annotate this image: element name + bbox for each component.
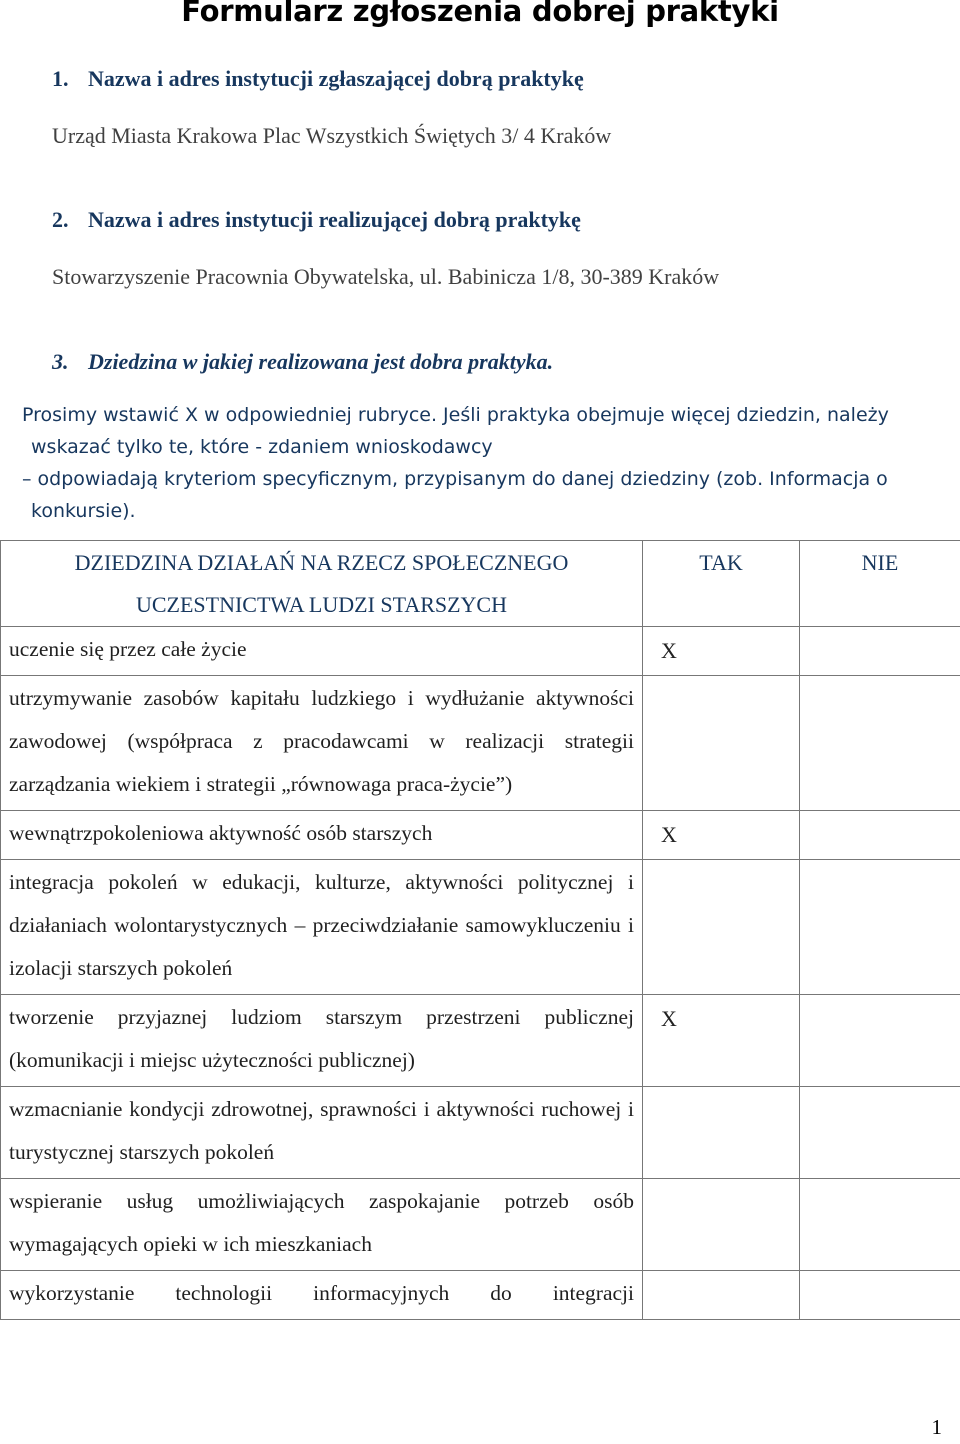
no-cell[interactable] [800, 860, 960, 995]
yes-column-header: TAK [643, 541, 800, 627]
no-cell[interactable] [800, 1271, 960, 1320]
instruction-line: wskazać tylko te, które - zdaniem wnioskodawcy [31, 436, 493, 458]
table-row [1, 1271, 960, 1320]
no-cell[interactable] [800, 1179, 960, 1271]
domain-cell: utrzymywanie zasobów kapitału ludzkiego i wydłużanie aktywności zawodowej (współpraca z pracodawcami w realizacji strategii zarządzania wiekiem i strategii „równowaga praca-życie”) [1, 676, 643, 811]
yes-cell[interactable] [643, 1179, 800, 1271]
section-1-value: Urząd Miasta Krakowa Plac Wszystkich Świętych 3/ 4 Kraków [52, 123, 612, 148]
table-row [1, 627, 960, 676]
section-2-value: Stowarzyszenie Pracownia Obywatelska, ul. Babinicza 1/8, 30-389 Kraków [52, 264, 720, 289]
no-cell[interactable] [800, 811, 960, 860]
yes-cell[interactable]: X [643, 627, 800, 676]
instruction-line: – odpowiadają kryteriom specyficznym, przypisanym do danej dziedziny (zob. Informacja o [22, 468, 888, 490]
section-2-title: Nazwa i adres instytucji realizującej dobrą praktykę [88, 207, 581, 232]
section-3-heading [52, 349, 553, 375]
domain-cell: uczenie się przez całe życie [1, 627, 643, 676]
yes-cell[interactable]: X [643, 995, 800, 1087]
section-3-title: Dziedzina w jakiej realizowana jest dobra praktyka. [88, 349, 554, 374]
yes-cell[interactable] [643, 1271, 800, 1320]
table-header-row [1, 541, 960, 627]
domain-cell: wykorzystanie technologii informacyjnych do integracji [1, 1271, 643, 1320]
table-row [1, 1179, 960, 1271]
section-2-heading [52, 207, 581, 233]
page-number: 1 [931, 1415, 942, 1439]
instruction-line: Prosimy wstawić X w odpowiedniej rubryce. Jeśli praktyka obejmuje więcej dziedzin, należy [22, 404, 889, 426]
domain-cell: wspieranie usług umożliwiających zaspokajanie potrzeb osób wymagających opieki w ich mieszkaniach [1, 1179, 643, 1271]
section-3-number: 3. [52, 349, 69, 374]
no-cell[interactable] [800, 995, 960, 1087]
table-row [1, 811, 960, 860]
table-row [1, 676, 960, 811]
no-column-header: NIE [800, 541, 960, 627]
instruction-line: konkursie). [31, 500, 136, 522]
domain-cell: tworzenie przyjaznej ludziom starszym przestrzeni publicznej (komunikacji i miejsc użyteczności publicznej) [1, 995, 643, 1087]
table-row [1, 995, 960, 1087]
domain-cell: integracja pokoleń w edukacji, kulturze, aktywności politycznej i działaniach wolontarystycznych – przeciwdziałanie samowykluczeniu i izolacji starszych pokoleń [1, 860, 643, 995]
table-row [1, 860, 960, 995]
domain-column-header [1, 541, 643, 627]
yes-cell[interactable]: X [643, 811, 800, 860]
page-title: Formularz zgłoszenia dobrej praktyki [181, 0, 779, 28]
domain-table [0, 540, 960, 1320]
no-cell[interactable] [800, 676, 960, 811]
yes-cell[interactable] [643, 1087, 800, 1179]
no-cell[interactable] [800, 1087, 960, 1179]
domain-header-line2: UCZESTNICTWA LUDZI STARSZYCH [135, 592, 507, 617]
section-1-heading [52, 66, 584, 92]
no-cell[interactable] [800, 627, 960, 676]
yes-cell[interactable] [643, 860, 800, 995]
yes-cell[interactable] [643, 676, 800, 811]
table-row [1, 1087, 960, 1179]
section-2-number: 2. [52, 207, 69, 232]
domain-cell: wewnątrzpokoleniowa aktywność osób starszych [1, 811, 643, 860]
domain-header-line1: DZIEDZINA DZIAŁAŃ NA RZECZ SPOŁECZNEGO [74, 550, 569, 575]
section-1-title: Nazwa i adres instytucji zgłaszającej dobrą praktykę [88, 66, 584, 91]
domain-cell: wzmacnianie kondycji zdrowotnej, sprawności i aktywności ruchowej i turystycznej starszych pokoleń [1, 1087, 643, 1179]
instructions [22, 399, 947, 527]
section-1-number: 1. [52, 66, 69, 91]
